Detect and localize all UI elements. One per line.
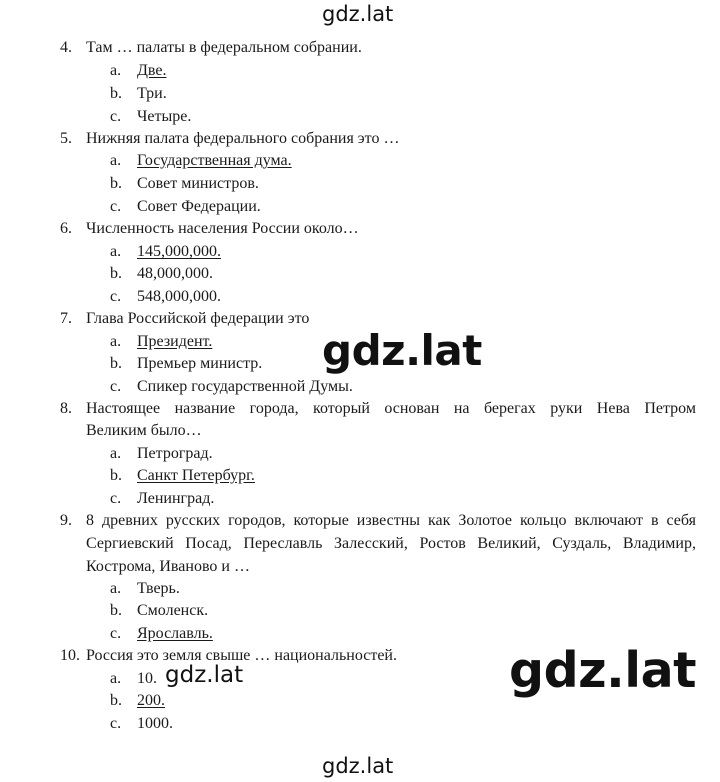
watermark-top: gdz.lat [322, 2, 394, 26]
option-letter: a. [110, 152, 122, 169]
question-text: Численность населения России около… [86, 220, 359, 237]
option-text: Совет Федерации. [137, 198, 261, 215]
option-letter: b. [110, 85, 122, 102]
question-number: 10. [60, 647, 80, 664]
option-letter: c. [110, 288, 122, 305]
question-text: Великим было… [86, 422, 202, 439]
question-number: 4. [60, 39, 72, 56]
option-letter: c. [110, 625, 122, 642]
question-text: Россия это земля свыше … национальностей. [86, 647, 397, 664]
watermark-middle: gdz.lat [322, 326, 482, 375]
question-text: Кострома, Иваново и … [86, 558, 250, 575]
option-letter: a. [110, 670, 122, 687]
option-text-correct: Ярославль. [137, 625, 213, 642]
option-letter: b. [110, 692, 122, 709]
question-text: 8 древних русских городов, которые известны как Золотое кольцо включают в себя [86, 512, 696, 529]
watermark-right: gdz.lat [509, 642, 697, 699]
option-letter: c. [110, 198, 122, 215]
option-text-correct: Государственная дума. [137, 152, 292, 169]
option-letter: c. [110, 715, 122, 732]
option-letter: b. [110, 355, 122, 372]
option-text: Три. [137, 85, 167, 102]
option-text: 1000. [137, 715, 173, 732]
option-text-correct: Санкт Петербург. [137, 467, 255, 484]
question-number: 6. [60, 220, 72, 237]
option-letter: b. [110, 265, 122, 282]
option-text: Петроград. [137, 445, 213, 462]
option-text: Спикер государственной Думы. [137, 378, 353, 395]
option-text: 10. [137, 670, 157, 687]
watermark-bottom: gdz.lat [322, 754, 394, 778]
option-text-correct: Президент. [137, 333, 213, 350]
option-text: Премьер министр. [137, 355, 263, 372]
option-text: Четыре. [137, 108, 192, 125]
option-text-correct: 200. [137, 692, 165, 709]
watermark-small: gdz.lat [165, 662, 244, 688]
option-letter: b. [110, 602, 122, 619]
question-number: 5. [60, 130, 72, 147]
option-letter: c. [110, 108, 122, 125]
option-letter: a. [110, 243, 122, 260]
option-letter: a. [110, 333, 122, 350]
option-text-correct: 145,000,000. [137, 243, 221, 260]
option-text: 48,000,000. [137, 265, 213, 282]
option-text: Тверь. [137, 580, 180, 597]
question-text: Настоящее название города, который основан на берегах руки Нева Петром [86, 400, 696, 417]
option-letter: b. [110, 175, 122, 192]
option-letter: c. [110, 490, 122, 507]
option-text: Ленинград. [137, 490, 215, 507]
option-letter: a. [110, 580, 122, 597]
question-text: Нижняя палата федерального собрания это … [86, 130, 400, 147]
question-text: Там … палаты в федеральном собрании. [86, 39, 362, 56]
question-number: 7. [60, 310, 72, 327]
question-number: 8. [60, 400, 72, 417]
option-text-correct: Две. [137, 62, 167, 79]
question-number: 9. [60, 512, 72, 529]
option-letter: a. [110, 62, 122, 79]
option-letter: c. [110, 378, 122, 395]
option-letter: b. [110, 467, 122, 484]
question-text: Глава Российской федерации это [86, 310, 310, 327]
option-text: Совет министров. [137, 175, 259, 192]
option-text: Смоленск. [137, 602, 209, 619]
option-text: 548,000,000. [137, 288, 221, 305]
question-text: Сергиевский Посад, Переславль Залесский, Ростов Великий, Суздаль, Владимир, [86, 535, 696, 552]
option-letter: a. [110, 445, 122, 462]
